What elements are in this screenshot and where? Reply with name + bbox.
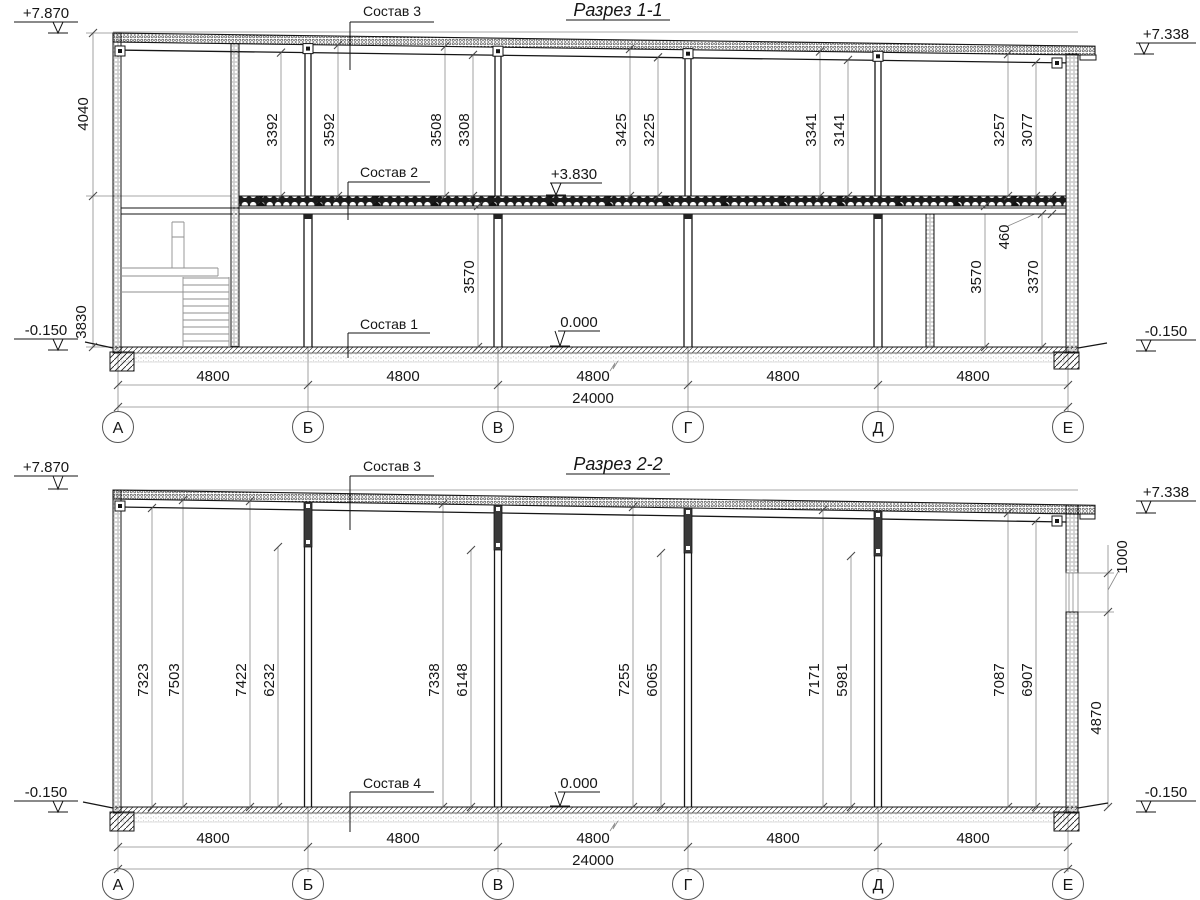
s1-break-mark: [610, 361, 618, 371]
s2-wall-left: [113, 490, 121, 812]
s1-elev-zero: 0.000: [560, 314, 598, 331]
s1-dim-3830: 3830: [73, 305, 90, 339]
s2-label-sostav3: Состав 3: [362, 458, 422, 474]
s2-span-dim: 4800: [196, 830, 230, 847]
s1-foundation-left: [110, 352, 134, 371]
s2-axis-label: В: [492, 877, 504, 894]
s2-break-mark: [610, 821, 618, 831]
s1-axis-label: Е: [1062, 420, 1074, 437]
s2-col-dim: 6907: [1019, 663, 1036, 697]
s1-partition-wall: [926, 214, 934, 347]
s1-axis-label: Г: [683, 420, 693, 437]
s1-upper-dim: 3077: [1019, 113, 1036, 147]
s1-label-sostav2: Состав 2: [359, 164, 419, 180]
s1-span-dim: 4800: [196, 368, 230, 385]
s2-axis-label: Е: [1062, 877, 1074, 894]
s1-label-sostav1: Состав 1: [359, 316, 419, 332]
s2-col-dim: 7338: [426, 663, 443, 697]
s2-elev-bottom-right: -0.150: [1144, 784, 1188, 801]
s1-upper-dim: 3308: [456, 113, 473, 147]
s1-span-dim: 4800: [576, 368, 610, 385]
s2-subbase: [121, 813, 1064, 822]
s2-foundation-right: [1054, 812, 1079, 831]
s2-dim-1000: 1000: [1114, 540, 1131, 574]
s1-span-dim: 4800: [956, 368, 990, 385]
s2-col-dim: 6232: [261, 663, 278, 697]
s2-axis-label: А: [112, 877, 124, 894]
s1-floor-slab: [113, 347, 1078, 353]
s2-col-dim: 7323: [135, 663, 152, 697]
s2-span-dim: 4800: [576, 830, 610, 847]
s1-leaders-elevations: [14, 20, 1196, 358]
s1-slab-joints: [239, 196, 1066, 206]
s1-title: Разрез 1-1: [573, 0, 663, 20]
s2-foundation-left: [110, 812, 134, 831]
s1-subbase: [121, 353, 1064, 362]
s2-col-dim: 7255: [616, 663, 633, 697]
s2-eave-detail: [1080, 514, 1095, 519]
s1-lower-dim: 460: [996, 224, 1013, 250]
s2-span-dim: 4800: [386, 830, 420, 847]
s1-upper-dim: 3425: [613, 113, 630, 147]
s2-title: Разрез 2-2: [573, 454, 663, 474]
s2-col-dim: 7171: [806, 663, 823, 697]
s1-axis-label: В: [492, 420, 504, 437]
s2-col-dim: 6065: [644, 663, 661, 697]
s1-eave-detail: [1080, 55, 1096, 60]
s1-wall-right: [1066, 54, 1078, 352]
s1-dim-4040: 4040: [75, 97, 92, 131]
s2-elev-top-right: +7.338: [1142, 484, 1190, 501]
s2-elev-zero: 0.000: [560, 775, 598, 792]
s1-lower-dim: 3570: [968, 260, 985, 294]
s1-elev-bottom-right: -0.150: [1144, 323, 1188, 340]
s2-span-dim: 4800: [766, 830, 800, 847]
s2-axis-bubbles: [103, 869, 1084, 900]
s2-col-dim: 6148: [454, 663, 471, 697]
s1-lower-dim: 3570: [461, 260, 478, 294]
s2-col-dim: 7087: [991, 663, 1008, 697]
s2-wall-right-lower: [1066, 612, 1078, 812]
s1-upper-dim: 3257: [991, 113, 1008, 147]
s2-columns: [305, 547, 882, 807]
s1-elev-top-right: +7.338: [1142, 26, 1190, 43]
s1-span-dim: 4800: [766, 368, 800, 385]
s2-axis-label: Б: [302, 877, 314, 894]
s1-label-sostav3: Состав 3: [362, 3, 422, 19]
s2-axis-label: Д: [872, 877, 884, 894]
s1-axis-label: Б: [302, 420, 314, 437]
s1-column-cap: [874, 214, 882, 219]
s2-elev-bottom-left: -0.150: [24, 784, 68, 801]
s1-column-cap: [494, 214, 502, 219]
s1-elev-slab: +3.830: [550, 166, 598, 183]
s1-axis-label: Д: [872, 420, 884, 437]
s2-window: [1066, 573, 1078, 612]
s2-col-dim: 7503: [166, 663, 183, 697]
s2-label-sostav4: Состав 4: [362, 775, 422, 791]
s1-axis-bubbles: [103, 412, 1084, 443]
s1-column-cap: [684, 214, 692, 219]
s1-stair-wall: [231, 44, 239, 347]
s1-lower-dim: 3370: [1025, 260, 1042, 294]
s1-upper-dim: 3141: [831, 113, 848, 147]
s1-elev-bottom-left: -0.150: [24, 322, 68, 339]
s1-axis-label: А: [112, 420, 124, 437]
s2-col-dim: 7422: [233, 663, 250, 697]
s1-total-dim: 24000: [572, 390, 614, 407]
s1-staircase: [121, 222, 229, 347]
s2-floor-slab: [113, 807, 1078, 813]
s1-wall-left: [113, 33, 121, 352]
s1-upper-dim: 3392: [264, 113, 281, 147]
s2-col-dim: 5981: [834, 663, 851, 697]
s2-dim-4870: 4870: [1088, 701, 1105, 735]
s1-floor-beam: [121, 208, 1066, 214]
s1-foundation-right: [1054, 352, 1079, 369]
s1-upper-dim: 3508: [428, 113, 445, 147]
s1-upper-dim: 3592: [321, 113, 338, 147]
s1-upper-dim: 3341: [803, 113, 820, 147]
s2-roof-slab: [113, 490, 1095, 514]
s1-column-cap: [304, 214, 312, 219]
s1-upper-dim: 3225: [641, 113, 658, 147]
s1-span-dim: 4800: [386, 368, 420, 385]
s1-elev-top-left: +7.870: [22, 5, 70, 22]
s2-wall-right-upper: [1066, 505, 1078, 573]
s2-span-dim: 4800: [956, 830, 990, 847]
section-1-1: [14, 0, 1196, 443]
s2-elev-top-left: +7.870: [22, 459, 70, 476]
section-2-2: [14, 454, 1196, 900]
s2-total-dim: 24000: [572, 852, 614, 869]
s2-axis-label: Г: [683, 877, 693, 894]
s2-leaders-elevations: [14, 474, 1196, 832]
